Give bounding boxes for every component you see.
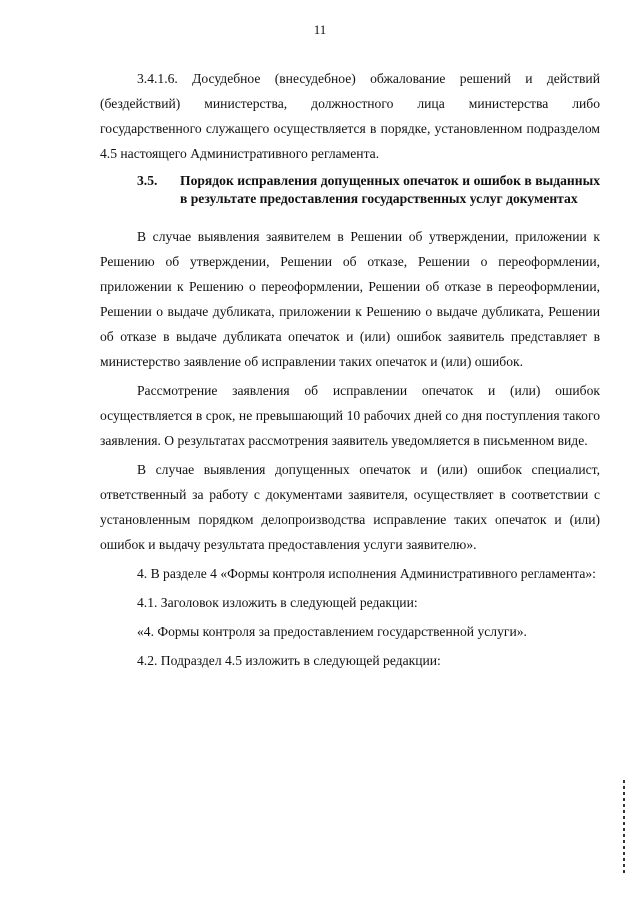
section-number: 3.5.	[137, 173, 158, 188]
paragraph-3-4-1-6: 3.4.1.6. Досудебное (внесудебное) обжалование решений и действий (бездействий) министерства, должностного лица министерства либо государственного служащего осуществляется в порядке, установленном подразделом 4.5 настоящего Административного регламента.	[100, 71, 600, 161]
section-title: Порядок исправления допущенных опечаток и ошибок в выданных в результате предоставления государственных услуг документах	[180, 173, 600, 206]
document-body	[100, 66, 600, 673]
paragraph-error-detection: В случае выявления заявителем в Решении об утверждении, приложении к Решению об утверждении, Решении об отказе, Решении о переоформлении, приложении к Решению о переоформлении, Решении об отказе в переоформлении, Решении о выдаче дубликата, приложении к Решению о выдаче дубликата, Решении об отказе в выдаче дубликата опечаток и (или) ошибок заявитель представляет в министерство заявление об исправлении таких опечаток и (или) ошибок.	[100, 229, 600, 369]
paragraph-review-period: Рассмотрение заявления об исправлении опечаток и (или) ошибок осуществляется в срок, не превышающий 10 рабочих дней со дня поступления такого заявления. О результатах рассмотрения заявитель уведомляется в письменном виде.	[100, 383, 600, 448]
section-heading-3-5	[100, 172, 600, 208]
paragraph-4-2: 4.2. Подраздел 4.5 изложить в следующей редакции:	[137, 653, 441, 668]
paragraph-correction: В случае выявления допущенных опечаток и (или) ошибок специалист, ответственный за работу с документами заявителя, осуществляет в соответствии с установленным порядком делопроизводства исправление таких опечаток и (или) ошибок и выдачу результата предоставления услуги заявителю».	[100, 462, 600, 552]
page-number: 11	[313, 22, 327, 37]
paragraph-section-4: 4. В разделе 4 «Формы контроля исполнения Административного регламента»:	[137, 566, 596, 581]
scan-margin-mark	[623, 780, 625, 875]
paragraph-4-1-title: «4. Формы контроля за предоставлением государственной услуги».	[137, 624, 527, 639]
paragraph-4-1: 4.1. Заголовок изложить в следующей редакции:	[137, 595, 418, 610]
